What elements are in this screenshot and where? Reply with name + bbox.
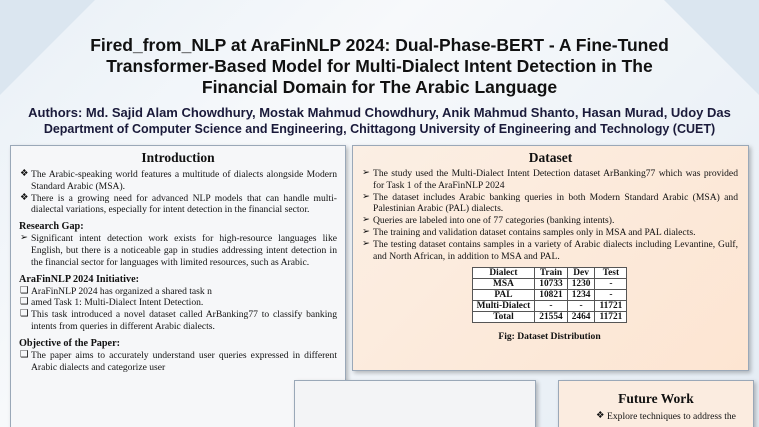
arrow-bullet-icon: ➢ xyxy=(362,168,370,178)
research-gap-heading: Research Gap: xyxy=(19,221,84,233)
arrow-bullet-icon: ➢ xyxy=(362,238,370,249)
list-item: ➢ The training and validation dataset contains samples only in MSA and PAL dialects. xyxy=(362,226,696,238)
list-item: ➢ Significant intent detection work exists for high-resource languages like English, but there is a noticeable gap in studies addressing intent detection in the financial sector for languages with limited resources, such as Arabic. xyxy=(20,233,337,268)
objective-heading: Objective of the Paper: xyxy=(19,337,120,349)
list-item: ❑ This task introduced a novel dataset called ArBanking77 to classify banking intents from queries in different Arabic dialects. xyxy=(20,309,337,332)
arrow-bullet-icon: ➢ xyxy=(20,233,28,244)
future-work-title: Future Work xyxy=(618,391,694,406)
list-item: ❑ AraFinNLP 2024 has organized a shared task n xyxy=(20,285,212,297)
table-cell: 10733 xyxy=(535,279,567,290)
table-caption: Fig: Dataset Distribution xyxy=(498,331,601,343)
initiative-list xyxy=(19,286,337,333)
checkbox-bullet-icon: ❑ xyxy=(20,349,29,360)
table-cell: Total xyxy=(472,312,535,323)
list-item: ➢ The dataset includes Arabic banking queries in both Modern Standard Arabic (MSA) and Palestinian Arabic (PAL) dialects. xyxy=(362,191,738,215)
research-gap-list xyxy=(19,233,337,268)
table-cell: MSA xyxy=(472,279,535,290)
dataset-table xyxy=(472,267,628,323)
title-line: Fired_from_NLP at AraFinNLP 2024: Dual-Phase-BERT - A Fine-Tuned xyxy=(90,35,669,55)
table-cell: - xyxy=(567,301,595,312)
objective-list xyxy=(19,350,337,374)
diamond-bullet-icon: ❖ xyxy=(20,169,29,179)
future-work-list xyxy=(559,407,753,423)
introduction-title: Introduction xyxy=(141,150,215,165)
list-item: ➢ The study used the Multi-Dialect Intent Detection dataset ArBanking77 which was provided for Task 1 of the AraFinNLP 2024 xyxy=(362,168,738,191)
title-line: Transformer-Based Model for Multi-Dialect Intent Detection in The xyxy=(106,56,653,76)
initiative-heading: AraFinNLP 2024 Initiative: xyxy=(19,273,139,285)
list-item: ❑ amed Task 1: Multi-Dialect Intent Detection. xyxy=(20,297,204,309)
checkbox-bullet-icon: ❑ xyxy=(20,285,29,296)
table-header-cell: Dialect xyxy=(472,268,535,279)
table-cell: Multi-Dialect xyxy=(472,301,535,312)
table-row xyxy=(472,279,627,290)
affiliation-line: Department of Computer Science and Engineering, Chittagong University of Engineering and Technology (CUET) xyxy=(43,122,716,136)
dataset-panel xyxy=(352,145,749,371)
title-line: Financial Domain for The Arabic Language xyxy=(201,77,558,97)
table-cell: - xyxy=(595,290,627,301)
table-cell: - xyxy=(535,301,567,312)
table-cell: 1230 xyxy=(567,279,595,290)
list-item: ❖ There is a growing need for advanced NLP models that can handle multi-dialectal variations, especially for intent detection in the financial sector. xyxy=(20,192,337,216)
dataset-title: Dataset xyxy=(528,150,573,165)
table-cell: - xyxy=(595,279,627,290)
diamond-bullet-icon: ❖ xyxy=(20,192,29,203)
future-work-panel xyxy=(558,380,754,427)
list-item: ❖ The Arabic-speaking world features a multitude of dialects alongside Modern Standard Arabic (MSA). xyxy=(20,169,337,192)
diamond-bullet-icon: ❖ xyxy=(596,411,605,421)
arrow-bullet-icon: ➢ xyxy=(362,226,370,237)
checkbox-bullet-icon: ❑ xyxy=(20,297,29,308)
poster-title xyxy=(40,35,719,98)
list-item: ➢ Queries are labeled into one of 77 categories (banking intents). xyxy=(362,215,615,227)
dataset-list xyxy=(361,168,738,262)
authors-line: Authors: Md. Sajid Alam Chowdhury, Mostak Mahmud Chowdhury, Anik Mahmud Shanto, Hasan Murad, Udoy Das xyxy=(28,105,731,120)
table-cell: 21554 xyxy=(535,312,567,323)
table-header-cell: Test xyxy=(595,268,627,279)
table-row xyxy=(472,312,627,323)
table-cell: 2464 xyxy=(567,312,595,323)
checkbox-bullet-icon: ❑ xyxy=(20,309,29,320)
table-cell: 11721 xyxy=(595,301,627,312)
table-cell: 1234 xyxy=(567,290,595,301)
list-item: ➢ The testing dataset contains samples in a variety of Arabic dialects including Levantine, Gulf, and North African, in addition to MSA and PAL. xyxy=(362,238,738,262)
table-header-row xyxy=(472,268,627,279)
table-row xyxy=(472,301,627,312)
table-header-cell: Dev xyxy=(567,268,595,279)
table-cell: PAL xyxy=(472,290,535,301)
table-header-cell: Train xyxy=(535,268,567,279)
list-item: ❑ The paper aims to accurately understand user queries expressed in different Arabic dialects and categorize user xyxy=(20,349,337,373)
table-cell: 10821 xyxy=(535,290,567,301)
table-cell: 11721 xyxy=(595,312,627,323)
introduction-list xyxy=(19,169,337,216)
table-row xyxy=(472,290,627,301)
list-item: ❖ Explore techniques to address the xyxy=(596,411,736,422)
arrow-bullet-icon: ➢ xyxy=(362,191,370,202)
arrow-bullet-icon: ➢ xyxy=(362,215,370,226)
middle-panel xyxy=(294,380,536,427)
